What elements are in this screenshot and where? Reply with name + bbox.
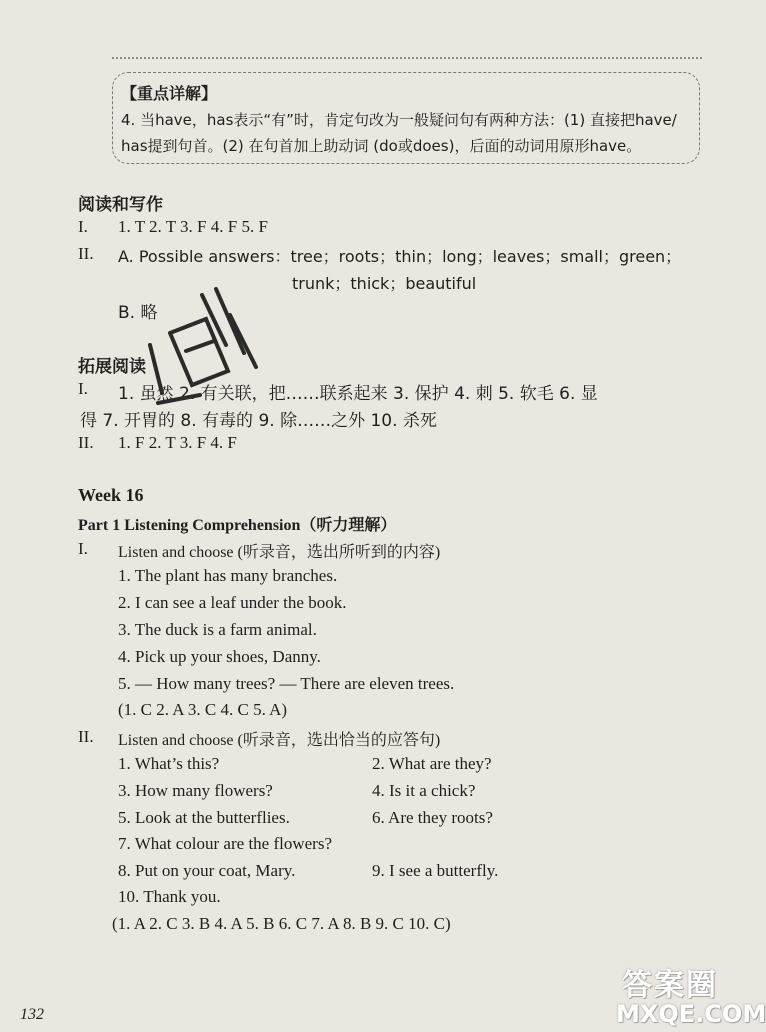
sec2-item-1: 1. What’s this?: [118, 754, 220, 773]
extension-heading: 拓展阅读: [78, 357, 146, 377]
sec2-item-8: 8. Put on your coat, Mary.: [118, 861, 296, 880]
reading-roman-2: II.: [78, 244, 94, 263]
extension-answers-2: 1. F 2. T 3. F 4. F: [118, 433, 237, 452]
reading-answers-2b: trunk；thick；beautiful: [292, 274, 477, 293]
reading-heading: 阅读和写作: [78, 195, 163, 215]
sec2-item-7: 7. What colour are the flowers?: [118, 834, 332, 853]
sec2-item-6: 6. Are they roots?: [372, 808, 493, 827]
sec1-roman: I.: [78, 539, 88, 558]
extension-roman-1: I.: [78, 379, 88, 398]
key-points-box: [112, 72, 700, 164]
extension-answers-1b: 得 7. 开胃的 8. 有毒的 9. 除……之外 10. 杀死: [80, 411, 437, 431]
sec2-item-2: 2. What are they?: [372, 754, 492, 773]
watermark-url-text: MXQE.COM: [616, 1000, 766, 1028]
part-title: Part 1 Listening Comprehension（听力理解）: [78, 517, 397, 534]
sec2-answers: (1. A 2. C 3. B 4. A 5. B 6. C 7. A 8. B 9. C 10. C): [112, 914, 451, 933]
reading-answers-2c: B. 略: [118, 303, 158, 323]
sec2-item-5: 5. Look at the butterflies.: [118, 808, 290, 827]
watermark-logo-text: 答案圈: [622, 968, 718, 1003]
key-points-title: 【重点详解】: [121, 84, 218, 103]
sec2-roman: II.: [78, 727, 94, 746]
site-watermark: [602, 960, 766, 1032]
reading-answers-2a: A. Possible answers：tree；roots；thin；long；leaves；small；green；: [118, 247, 682, 266]
sec2-item-9: 9. I see a butterfly.: [372, 861, 499, 880]
reading-answers-1: 1. T 2. T 3. F 4. F 5. F: [118, 217, 268, 236]
sec2-item-10: 10. Thank you.: [118, 887, 221, 906]
sec1-item-5: 5. — How many trees? — There are eleven trees.: [118, 674, 455, 693]
key-points-line-1: 4. 当have，has表示“有”时，肯定句改为一般疑问句有两种方法：(1) 直接把have/: [121, 111, 677, 129]
reading-roman-1: I.: [78, 217, 88, 236]
sec1-item-1: 1. The plant has many branches.: [118, 566, 338, 585]
sec2-item-3: 3. How many flowers?: [118, 781, 273, 800]
key-points-line-2: has提到句首。(2) 在句首加上助动词 (do或does)，后面的动词用原形have。: [121, 137, 642, 155]
sec1-item-3: 3. The duck is a farm animal.: [118, 620, 317, 639]
extension-answers-1a: 1. 虽然 2. 有关联，把……联系起来 3. 保护 4. 刺 5. 软毛 6. 显: [118, 384, 598, 404]
page-number: 132: [20, 1006, 44, 1023]
sec1-item-4: 4. Pick up your shoes, Danny.: [118, 647, 321, 666]
sec1-answers: (1. C 2. A 3. C 4. C 5. A): [118, 700, 288, 719]
sec2-title: Listen and choose (听录音，选出恰当的应答句): [118, 732, 441, 749]
sec1-title: Listen and choose (听录音，选出所听到的内容): [118, 544, 441, 561]
sec1-item-2: 2. I can see a leaf under the book.: [118, 593, 347, 612]
top-dotted-rule: [112, 57, 702, 59]
sec2-item-4: 4. Is it a chick?: [372, 781, 476, 800]
extension-roman-2: II.: [78, 433, 94, 452]
week-title: Week 16: [78, 485, 144, 505]
